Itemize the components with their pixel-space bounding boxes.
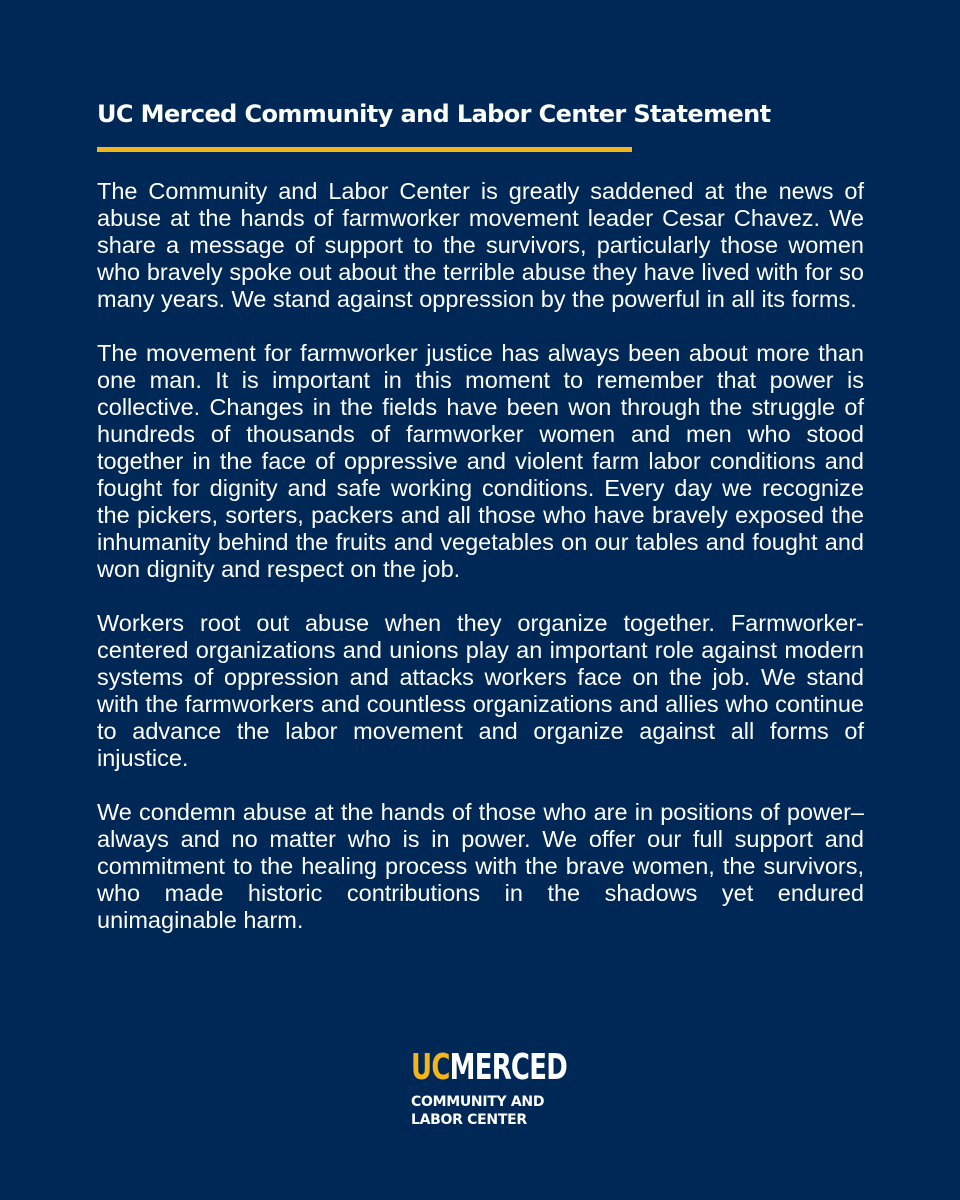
title-underline	[97, 147, 632, 152]
logo-subtitle	[411, 1093, 544, 1129]
statement-body	[97, 178, 864, 934]
statement-paragraph: The Community and Labor Center is greatly saddened at the news of abuse at the hands of farmworker movement leader Cesar Chavez. We share a message of support to the survivors, particularly those women who bravely spoke out about the terrible abuse they have lived with for so many years. We stand against oppression by the powerful in all its forms.	[97, 178, 864, 312]
logo-wordmark	[411, 1048, 567, 1088]
uc-merced-logo	[411, 1048, 571, 1138]
logo-subtitle-line: COMMUNITY AND	[411, 1094, 545, 1110]
statement-paragraph: Workers root out abuse when they organize together. Farmworker-centered organizations and unions play an important role against modern systems of oppression and attacks workers face on the job. We stand with the farmworkers and countless organizations and allies who continue to advance the labor movement and organize against all forms of injustice.	[97, 610, 864, 771]
statement-paragraph: The movement for farmworker justice has always been about more than one man. It is important in this moment to remember that power is collective. Changes in the fields have been won through the struggle of hundreds of thousands of farmworker women and men who stood together in the face of oppressive and violent farm labor conditions and fought for dignity and safe working conditions. Every day we recognize the pickers, sorters, packers and all those who have bravely exposed the inhumanity behind the fruits and vegetables on our tables and fought and won dignity and respect on the job.	[97, 340, 864, 582]
logo-subtitle-line: LABOR CENTER	[411, 1112, 527, 1128]
statement-title: UC Merced Community and Labor Center Statement	[97, 100, 771, 128]
statement-paragraph: We condemn abuse at the hands of those who are in positions of power–always and no matter who is in power. We offer our full support and commitment to the healing process with the brave women, the survivors, who made historic contributions in the shadows yet endured unimaginable harm.	[97, 799, 864, 933]
logo-merced: MERCED	[449, 1047, 568, 1088]
logo-uc: UC	[411, 1047, 450, 1088]
